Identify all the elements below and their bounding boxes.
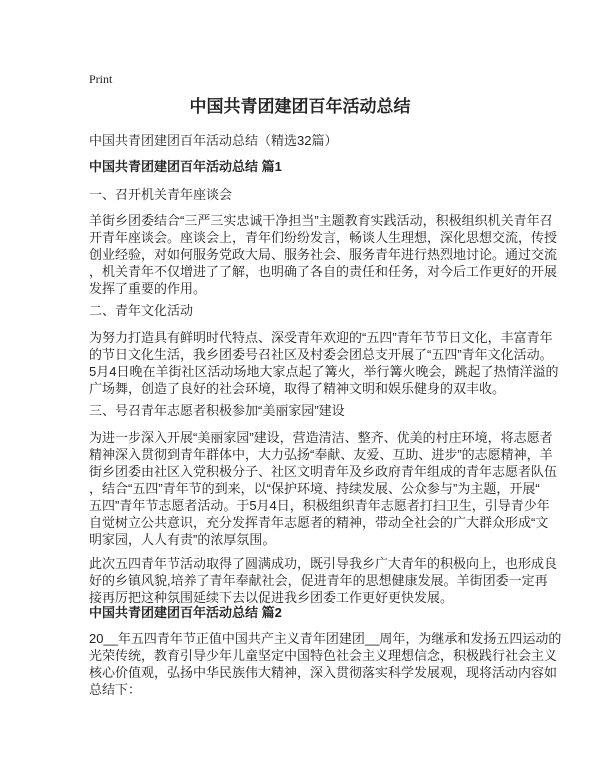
paragraph-line: ，结合“五四”青年节的到来，以“保护环境、持续发展、公众参与”为主题，开展“	[89, 481, 540, 496]
paragraph-line: 广场舞，创造了良好的社会环境，取得了精神文明和娱乐健身的双丰收。	[89, 381, 506, 396]
paragraph-line: 精神深入贯彻到青年群体中，大力弘扬“奉献、友爱、互助、进步”的志愿精神，羊	[89, 447, 553, 462]
paragraph-line: 为努力打造具有鲜明时代特点、深受青年欢迎的“五四”青年节节日文化，丰富青年	[89, 330, 553, 345]
part2-paragraph	[89, 630, 562, 698]
paragraph-line: 为进一步深入开展“美丽家园”建设，营造清洁、整齐、优美的村庄环境，将志愿者	[89, 430, 553, 445]
paragraph-line: 五四”青年节志愿者活动。于5月4日，积极组织青年志愿者打扫卫生，引导青少年	[89, 498, 550, 513]
section2-paragraph	[89, 329, 559, 397]
document-title: 中国共青团建团百年活动总结	[189, 97, 411, 116]
section3-heading: 三、号召青年志愿者积极参加“美丽家园”建设	[89, 403, 345, 418]
paragraph-line: 的节日文化生活，我乡团委号召社区及村委会团总支开展了“五四”青年文化活动。	[89, 347, 553, 362]
paragraph-line: 光荣传统，教育引导少年儿童坚定中国特色社会主义理想信念，积极践行社会主义	[89, 648, 558, 663]
print-label: Print	[89, 72, 113, 86]
paragraph-line: 此次五四青年节活动取得了圆满成功，既引导我乡广大青年的积极向上，也形成良	[89, 556, 558, 571]
paragraph-line: 创业经验，对如何服务党政大局、服务社会、服务青年进行热烈地讨论。通过交流	[89, 247, 558, 262]
document-subtitle: 中国共青团建团百年活动总结（精选32篇）	[89, 133, 338, 148]
closing-paragraph	[89, 555, 558, 606]
section1-paragraph	[89, 212, 558, 297]
paragraph-line: 发挥了重要的作用。	[89, 281, 207, 296]
section2-heading: 二、青年文化活动	[89, 303, 194, 318]
paragraph-line: 自觉树立公共意识，充分发挥青年志愿者的精神，带动全社会的广大群众形成“文	[89, 515, 549, 530]
paragraph-line: 20__年五四青年节正值中国共产主义青年团建团__周年，为继承和发扬五四运动的	[89, 631, 562, 646]
paragraph-line: 好的乡镇风貌,培养了青年奉献社会，促进青年的思想健康发展。羊街团委一定再	[89, 573, 548, 588]
paragraph-line: 接再厉把这种氛围延续下去以促进我乡团委工作更好更快发展。	[89, 590, 454, 605]
paragraph-line: ，机关青年不仅增进了了解，也明确了各自的责任和任务，对今后工作更好的开展	[89, 264, 558, 279]
paragraph-line: 总结下：	[89, 682, 142, 697]
section3-paragraph	[89, 429, 558, 548]
paragraph-line: 核心价值观，弘扬中华民族伟大精神，深入贯彻落实科学发展观，现将活动内容如	[89, 665, 558, 680]
paragraph-line: 明家园，人人有责”的浓厚氛围。	[89, 532, 276, 547]
paragraph-line: 羊街乡团委结合“三严三实忠诚干净担当”主题教育实践活动，积极组织机关青年召	[89, 213, 553, 228]
paragraph-line: 开青年座谈会。座谈会上，青年们纷纷发言，畅谈人生理想，深化思想交流，传授	[89, 230, 558, 245]
section1-heading: 一、召开机关青年座谈会	[89, 187, 233, 202]
paragraph-line: 5月4日晚在羊街社区活动场地大家点起了篝火，举行篝火晚会，跳起了热情洋溢的	[89, 364, 559, 379]
part2-heading: 中国共青团建团百年活动总结 篇2	[89, 605, 282, 620]
paragraph-line: 街乡团委由社区入党积极分子、社区文明青年及乡政府青年组成的青年志愿者队伍	[89, 464, 558, 479]
part1-heading: 中国共青团建团百年活动总结 篇1	[89, 159, 282, 174]
